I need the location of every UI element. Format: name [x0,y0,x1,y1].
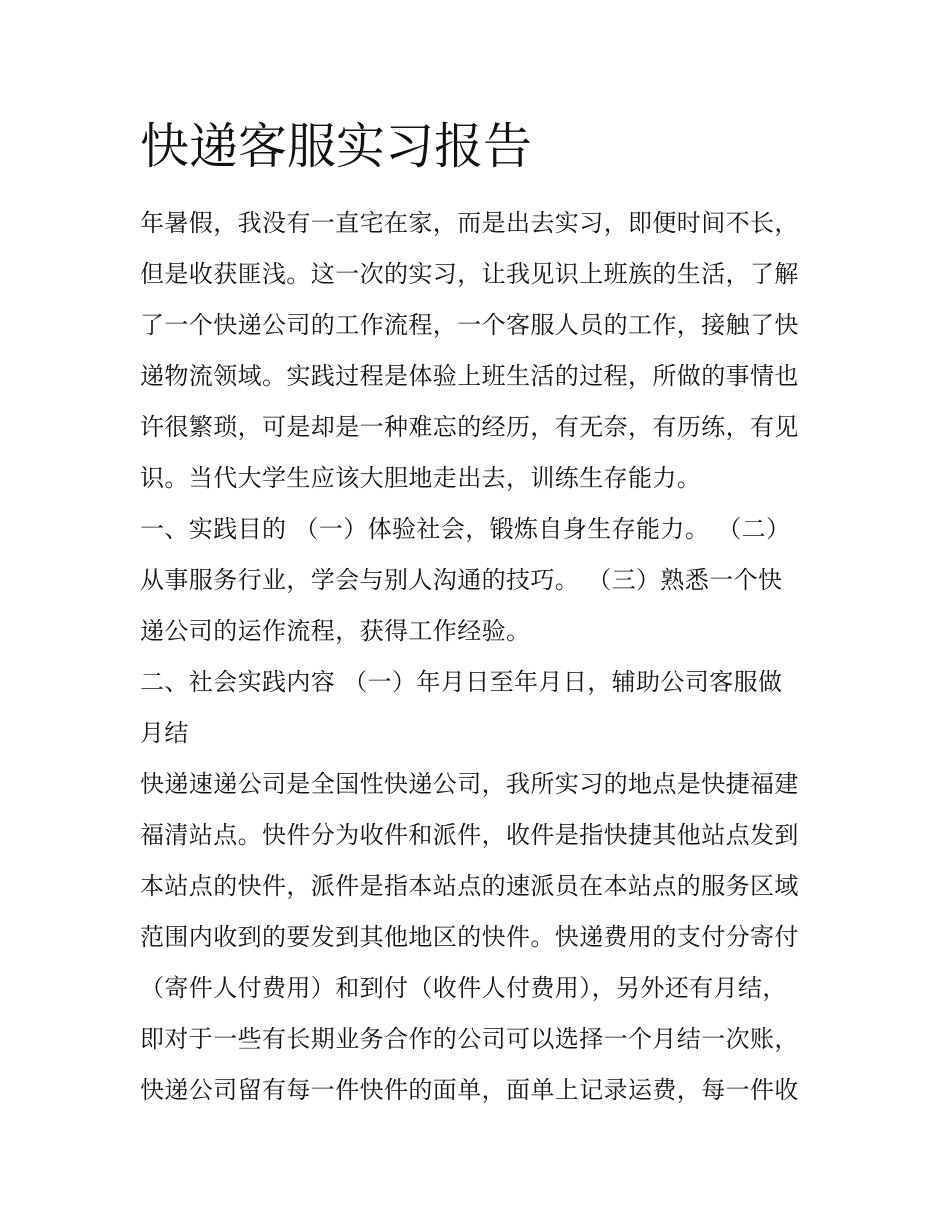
text-line: 递物流领域。实践过程是体验上班生活的过程，所做的事情也 [140,362,799,390]
document-title: 快递客服实习报告 [140,118,533,175]
text-line: 许很繁琐，可是却是一种难忘的经历，有无奈，有历练，有见 [140,413,799,441]
text-line: 递公司的运作流程，获得工作经验。 [140,617,531,645]
text-line: 从事服务行业，学会与别人沟通的技巧。 （三）熟悉一个快 [140,566,783,594]
text-line: 了一个快递公司的工作流程，一个客服人员的工作，接触了快 [140,311,799,339]
text-line: 即对于一些有长期业务合作的公司可以选择一个月结一次账， [140,1025,799,1053]
text-line: 福清站点。快件分为收件和派件，收件是指快捷其他站点发到 [140,821,799,849]
document-body [140,198,820,1116]
text-line: 本站点的快件，派件是指本站点的速派员在本站点的服务区域 [140,872,799,900]
text-line: 快递速递公司是全国性快递公司，我所实习的地点是快捷福建 [140,770,799,798]
text-line: 月结 [140,719,189,747]
text-line: 年暑假，我没有一直宅在家，而是出去实习，即便时间不长， [140,209,799,237]
text-line: 一、实践目的 （一）体验社会，锻炼自身生存能力。 （二） [140,515,791,543]
text-line: 范围内收到的要发到其他地区的快件。快递费用的支付分寄付 [140,923,799,951]
text-line: 二、社会实践内容 （一）年月日至年月日，辅助公司客服做 [140,668,783,696]
text-line: 但是收获匪浅。这一次的实习，让我见识上班族的生活，了解 [140,260,799,288]
text-line: 识。当代大学生应该大胆地走出去，训练生存能力。 [140,464,702,492]
text-line: （寄件人付费用）和到付（收件人付费用），另外还有月结， [140,974,787,1002]
text-line: 快递公司留有每一件快件的面单，面单上记录运费，每一件收 [140,1076,799,1104]
